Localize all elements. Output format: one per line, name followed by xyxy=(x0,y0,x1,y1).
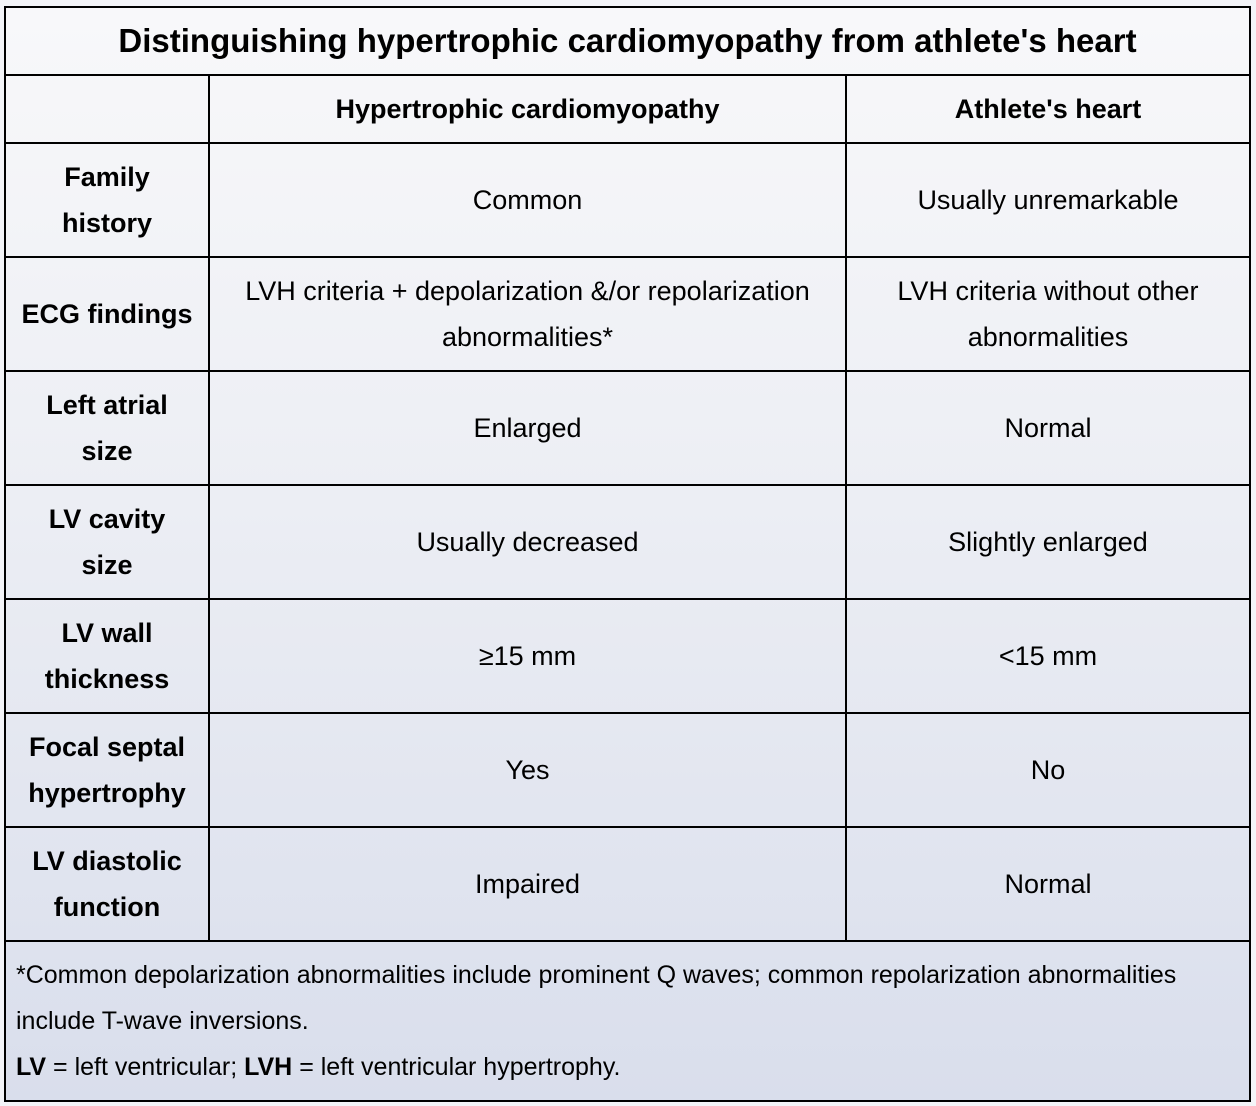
table-row xyxy=(6,143,1249,257)
footnote xyxy=(6,941,1249,1096)
table-row xyxy=(6,257,1249,371)
table-row xyxy=(6,599,1249,713)
athlete-cell: No xyxy=(846,713,1249,827)
row-label: LV wall thickness xyxy=(6,599,209,713)
athlete-cell: Normal xyxy=(846,827,1249,941)
hcm-cell: LVH criteria + depolarization &/or repolarization abnormalities* xyxy=(209,257,846,371)
athlete-cell: <15 mm xyxy=(846,599,1249,713)
table-row xyxy=(6,713,1249,827)
row-label: LV cavity size xyxy=(6,485,209,599)
header-athlete: Athlete's heart xyxy=(846,75,1249,143)
footnote-abbreviations xyxy=(16,1044,1239,1090)
footnote-asterisk: *Common depolarization abnormalities include prominent Q waves; common repolarization abnormalities include T-wave inversions. xyxy=(16,961,1177,1035)
athlete-cell: Usually unremarkable xyxy=(846,143,1249,257)
hcm-cell: ≥15 mm xyxy=(209,599,846,713)
table-row xyxy=(6,371,1249,485)
table-row xyxy=(6,827,1249,941)
hcm-cell: Enlarged xyxy=(209,371,846,485)
header-hcm: Hypertrophic cardiomyopathy xyxy=(209,75,846,143)
abbr-term: LVH xyxy=(244,1053,293,1081)
row-label: Family history xyxy=(6,143,209,257)
athlete-cell: Normal xyxy=(846,371,1249,485)
row-label: Focal septal hypertrophy xyxy=(6,713,209,827)
row-label: LV diastolic function xyxy=(6,827,209,941)
abbr-term: LV xyxy=(16,1053,47,1081)
athlete-cell: LVH criteria without other abnormalities xyxy=(846,257,1249,371)
hcm-cell: Usually decreased xyxy=(209,485,846,599)
hcm-cell: Common xyxy=(209,143,846,257)
abbr-def: = left ventricular hypertrophy. xyxy=(292,1053,621,1081)
abbr-def: = left ventricular; xyxy=(46,1053,245,1081)
comparison-table xyxy=(4,6,1251,1102)
hcm-cell: Impaired xyxy=(209,827,846,941)
hcm-cell: Yes xyxy=(209,713,846,827)
athlete-cell: Slightly enlarged xyxy=(846,485,1249,599)
row-label: Left atrial size xyxy=(6,371,209,485)
table-title: Distinguishing hypertrophic cardiomyopathy from athlete's heart xyxy=(6,8,1249,75)
row-label: ECG findings xyxy=(6,257,209,371)
table-row xyxy=(6,485,1249,599)
header-empty xyxy=(6,75,209,143)
